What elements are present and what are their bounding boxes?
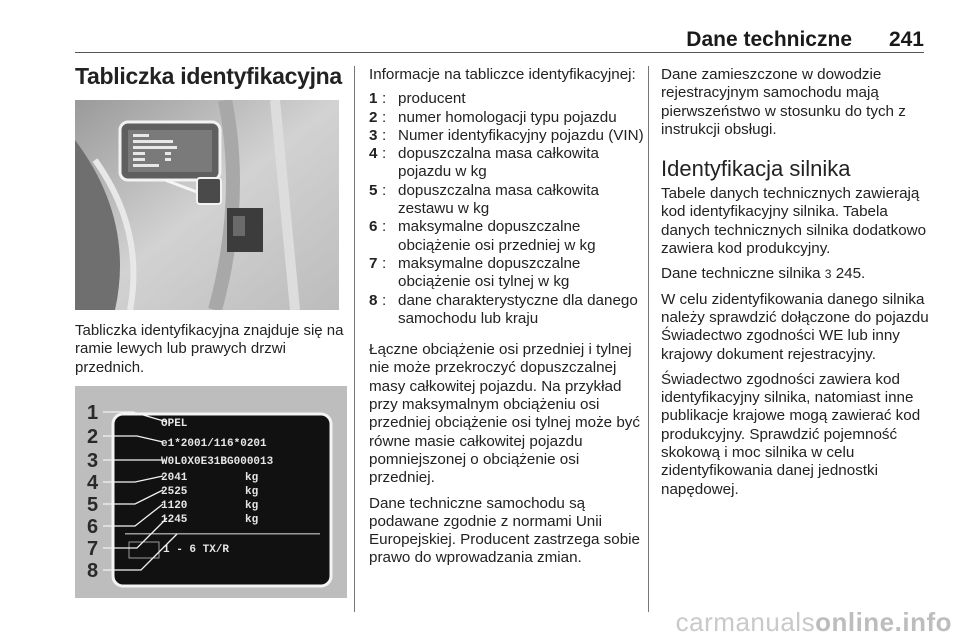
callout-6: 6 — [87, 516, 99, 538]
plate-mass-3: 1120 — [161, 500, 188, 512]
cross-reference-arrow-icon: 3 — [824, 267, 832, 282]
plate-line-3: W0L0X0E31BG000013 — [161, 456, 274, 468]
plate-info-intro: Informacje na tabliczce identyfikacyjnej: — [369, 66, 636, 83]
section-heading-engine: Identyfikacja silnika — [661, 156, 851, 182]
page-header-title: Dane techniczne — [686, 28, 852, 51]
plate-unit-4: kg — [245, 514, 259, 526]
plate-mass-1: 2041 — [161, 472, 188, 484]
door-frame-photo — [75, 100, 339, 310]
callout-8: 8 — [87, 560, 99, 582]
callout-3: 3 — [87, 450, 99, 472]
door-frame-illustration — [75, 100, 339, 310]
plate-unit-2: kg — [245, 486, 259, 498]
header-divider — [75, 52, 924, 53]
list-item: 8 : dane charakterystyczne dla danego samochodu lub kraju — [369, 291, 638, 327]
section-heading-plate: Tabliczka identyfikacyjna — [75, 63, 342, 89]
list-item: 5 : dopuszczalna masa całkowita zestawu w kg — [369, 181, 599, 218]
plate-bottom-line: 1 - 6 TX/R — [163, 544, 230, 556]
callout-4: 4 — [87, 472, 99, 494]
plate-mass-4: 1245 — [161, 514, 188, 526]
page-reference[interactable]: 245. — [831, 265, 866, 283]
plate-location-caption: Tabliczka identyfikacyjna znajduje się na ramie lewych lub prawych drzwi przednich. — [75, 322, 344, 376]
plate-line-2: e1*2001/116*0201 — [161, 438, 267, 450]
plate-line-1: OPEL — [161, 418, 188, 430]
column-divider-1 — [354, 66, 355, 612]
plate-unit-3: kg — [245, 500, 259, 512]
column-3 — [661, 66, 929, 499]
certificate-paragraph: Świadectwo zgodności zawiera kod identyfikacyjny silnika, natomiast inne publikacje krajowe mogą zawierać kod produkcyjny. Sprawdzić pojemność skokową i moc silnika w celu zidentyfikowania danej jednostki napędowej. — [661, 370, 921, 498]
engine-tables-paragraph: Tabele danych technicznych zawierają kod identyfikacyjny silnika. Tabela danych technicznych silnika dodatkowo zawiera kod produkcyjny. — [661, 185, 927, 258]
list-item: 1 : producent — [369, 90, 466, 108]
id-plate-figure — [75, 386, 347, 598]
plate-mass-2: 2525 — [161, 486, 188, 498]
column-1 — [75, 62, 343, 90]
callout-2: 2 — [87, 426, 99, 448]
id-plate-diagram — [75, 386, 347, 598]
list-item: 6 : maksymalne dopuszczalne obciążenie osi przedniej w kg — [369, 218, 596, 254]
eu-standards-paragraph: Dane techniczne samochodu są podawane zgodnie z normami Unii Europejskiej. Producent zastrzega sobie prawo do wprowadzania zmian. — [369, 494, 640, 567]
watermark: carmanualsonline.info — [675, 607, 952, 637]
callout-7: 7 — [87, 538, 99, 560]
list-item: 4 : dopuszczalna masa całkowita pojazdu w kg — [369, 145, 599, 181]
list-item: 3 : Numer identyfikacyjny pojazdu (VIN) — [369, 126, 644, 144]
list-item: 7 : maksymalne dopuszczalne obciążenie osi tylnej w kg — [369, 254, 581, 291]
list-item: 2 : numer homologacji typu pojazdu — [369, 108, 617, 126]
plate-info-list — [369, 90, 647, 328]
page-number: 241 — [888, 28, 924, 51]
column-divider-2 — [648, 66, 649, 612]
engine-data-reference: Dane techniczne silnika 3 245. — [661, 265, 866, 283]
plate-unit-1: kg — [245, 472, 259, 484]
column-2 — [369, 66, 647, 568]
registration-priority-paragraph: Dane zamieszczone w dowodzie rejestracyjnym samochodu mają pierwszeństwo w stosunku do tych z instrukcji obsługi. — [661, 66, 906, 138]
callout-1: 1 — [87, 402, 99, 424]
callout-5: 5 — [87, 494, 99, 516]
axle-load-paragraph: Łączne obciążenie osi przedniej i tylnej nie może przekroczyć dopuszczalnej masy całkowitej pojazdu. Na przykład przy maksymalnym obciążeniu osi przedniej obciążenie osi tylnej może być równe masie całkowitej pojazdu pomniejszonej o obciążenie osi przedniej. — [369, 341, 640, 487]
engine-identification-paragraph: W celu zidentyfikowania danego silnika należy sprawdzić dołączone do pojazdu Świadectwo zgodności WE lub inny krajowy dokument rejestracyjny. — [661, 290, 929, 363]
